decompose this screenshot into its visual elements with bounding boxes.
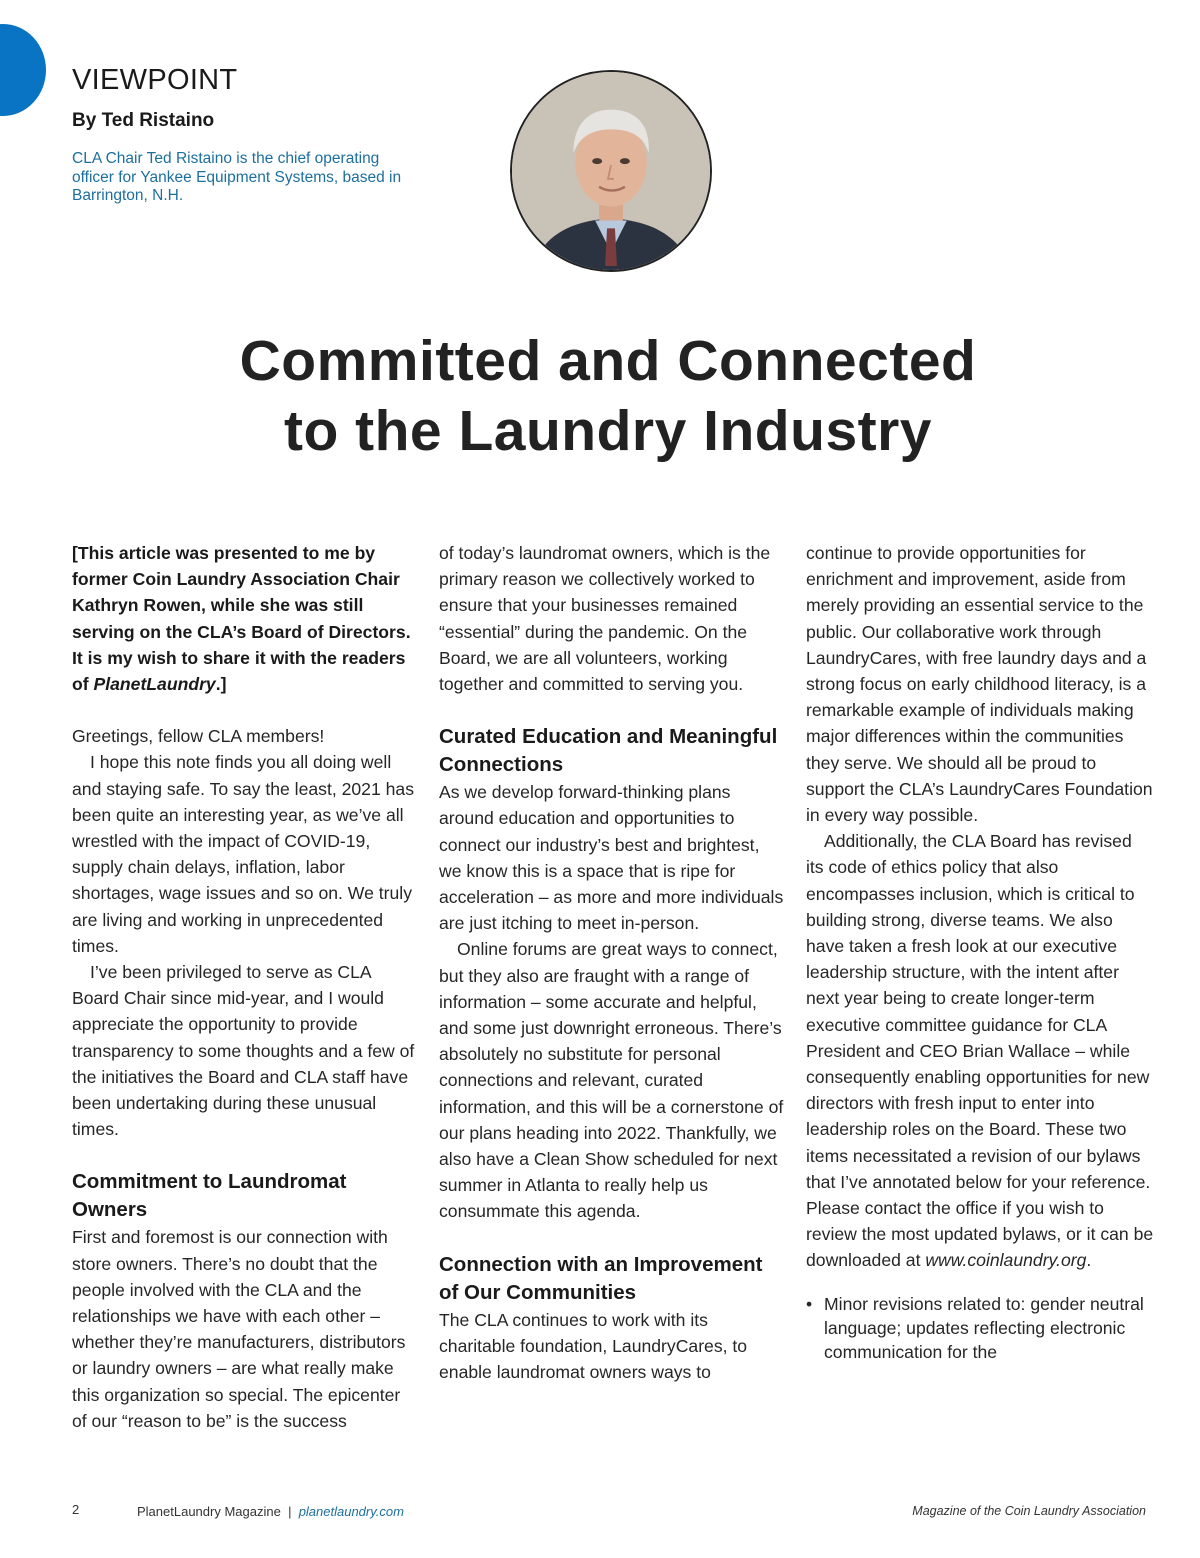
editor-note-end: .] xyxy=(215,674,227,695)
body-paragraph: I’ve been privileged to serve as CLA Board Chair since mid-year, and I would appreciate the opportunity to provide transparency to some thoughts and a few of the initiatives the Board and CLA staff have been undertaking during these unusual times. xyxy=(72,962,415,1140)
subheading-education: Curated Education and Meaningful Connections xyxy=(439,725,778,777)
headline-line-2: to the Laundry Industry xyxy=(283,399,933,463)
body-paragraph: First and foremost is our connection with store owners. There’s no doubt that the people involved with the CLA and the relationships we have with each other – whether they’re manufacturers, distributors or laundry owners – are what really make this organization so special. The epicenter of our “reason to be” is the success xyxy=(72,1227,406,1431)
footer-publication xyxy=(137,1504,404,1519)
section-label: VIEWPOINT xyxy=(72,64,238,96)
body-paragraph: Online forums are great ways to connect, but they also are fraught with a range of information – some accurate and helpful, and some just downright erroneous. There’s absolutely no substitute for personal connections and relevant, curated information, and this will be a cornerstone of our plans heading into 2022. Thankfully, we also have a Clean Show scheduled for next summer in Atlanta to really help us consummate this agenda. xyxy=(439,939,784,1222)
greeting: Greetings, fellow CLA members! xyxy=(72,726,325,747)
subheading-commitment: Commitment to Laundromat Owners xyxy=(72,1170,347,1222)
list-item: • Minor revisions related to: gender neutral language; updates reflecting electronic communication for the xyxy=(806,1292,1154,1364)
body-paragraph xyxy=(806,828,1154,1273)
author-byline: By Ted Ristaino xyxy=(72,110,215,131)
editor-note-text: [This article was presented to me by former Coin Laundry Association Chair Kathryn Rowen, while she was still serving on the CLA’s Board of Directors. It is my wish to share it with the readers of xyxy=(72,543,411,695)
author-portrait xyxy=(510,70,712,272)
body-paragraph: I hope this note finds you all doing well and staying safe. To say the least, 2021 has been quite an interesting year, as we’ve all wrestled with the impact of COVID-19, supply chain delays, inflation, labor shortages, wage issues and so on. We truly are living and working in unprecedented times. xyxy=(72,752,415,956)
subheading-communities: Connection with an Improvement of Our Communities xyxy=(439,1252,763,1304)
body-paragraph: continue to provide opportunities for enrichment and improvement, aside from merely providing an essential service to the public. Our collaborative work through LaundryCares, with free laundry days and a strong focus on early childhood literacy, is a remarkable example of individuals making major differences within the communities they serve. We should all be proud to support the CLA’s LaundryCares Foundation in every way possible. xyxy=(806,543,1153,826)
headline-line-1: Committed and Connected xyxy=(239,329,977,393)
footer-url-link[interactable]: planetlaundry.com xyxy=(298,1504,404,1519)
publication-name: PlanetLaundry Magazine xyxy=(137,1504,281,1519)
footer-separator: | xyxy=(288,1504,292,1519)
portrait-illustration xyxy=(512,72,710,270)
page-number: 2 xyxy=(72,1502,80,1517)
author-bio: CLA Chair Ted Ristaino is the chief operating officer for Yankee Equipment Systems, based in Barrington, N.H. xyxy=(72,150,402,204)
section-tab-marker xyxy=(0,24,46,116)
body-paragraph: The CLA continues to work with its charitable foundation, LaundryCares, to enable laundromat owners ways to xyxy=(439,1309,748,1383)
article-headline xyxy=(100,326,1116,466)
body-text: Additionally, the CLA Board has revised its code of ethics policy that also encompasses inclusion, which is critical to building strong, diverse teams. We also have taken a fresh look at our executive leadership structure, with the intent after next year being to create longer-term executive committee guidance for CLA President and CEO Brian Wallace – while consequently enabling opportunities for new directors with fresh input to enter into leadership roles on the Board. These two items necessitated a revision of our bylaws that I’ve annotated below for your reference. Please contact the office if you wish to review the most updated bylaws, or it can be downloaded at xyxy=(806,831,1154,1271)
editor-note xyxy=(72,540,417,697)
editor-note-magazine: PlanetLaundry xyxy=(93,674,216,695)
article-column-3 xyxy=(806,540,1154,1364)
footer-left xyxy=(72,1502,404,1519)
bylaw-revisions-list xyxy=(806,1292,1154,1364)
body-paragraph: of today’s laundromat owners, which is the primary reason we collectively worked to ensure that your businesses remained “essential” during the pandemic. On the Board, we are all volunteers, working together and committed to serving you. xyxy=(439,543,771,695)
body-paragraph: As we develop forward-thinking plans around education and opportunities to connect our industry’s best and brightest, we know this is a space that is ripe for acceleration – as more and more individuals are just itching to meet in-person. xyxy=(439,782,784,934)
article-column-1 xyxy=(72,540,417,1434)
article-column-2 xyxy=(439,540,784,1385)
footer-tagline: Magazine of the Coin Laundry Association xyxy=(912,1504,1146,1518)
website-link[interactable]: www.coinlaundry.org xyxy=(925,1250,1087,1271)
body-text-end: . xyxy=(1086,1250,1092,1271)
